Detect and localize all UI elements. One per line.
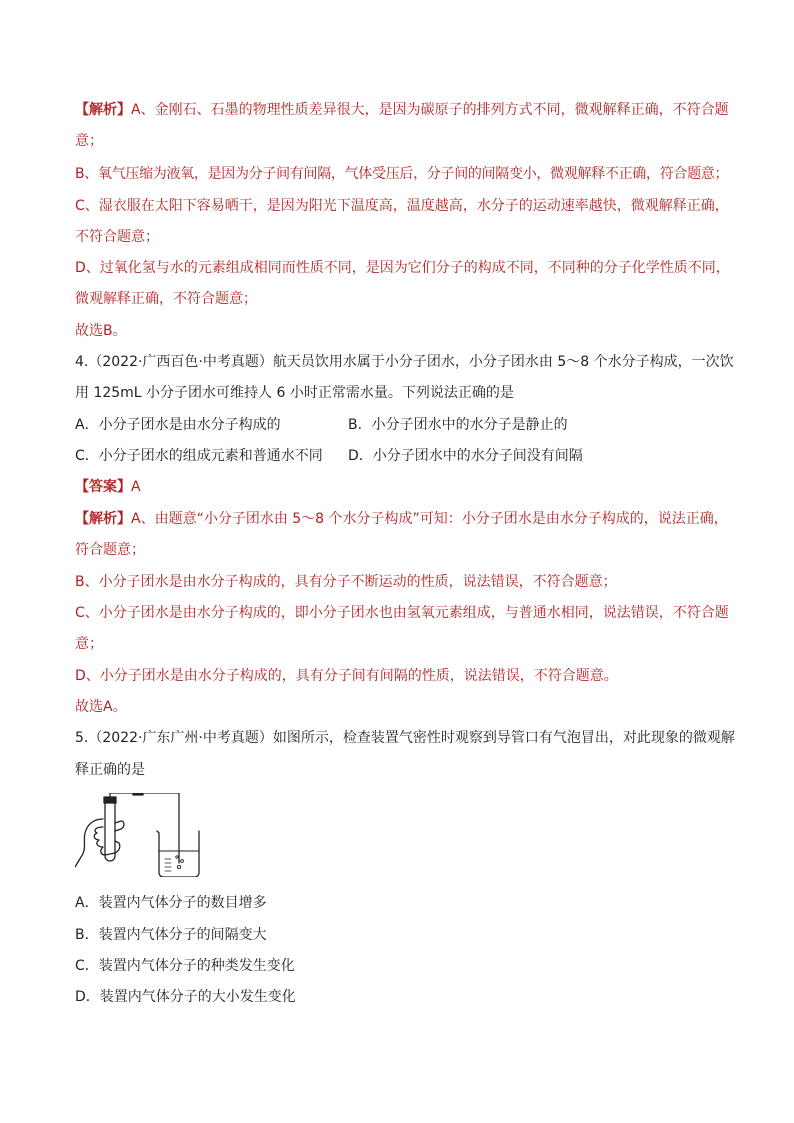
q4-option-c: C．小分子团水的组成元素和普通水不同 — [75, 448, 323, 464]
bubble-icon — [181, 860, 184, 863]
q5-option-a: A．装置内气体分子的数目增多 — [75, 895, 267, 911]
bubble-icon — [176, 856, 178, 858]
prev-analysis-d-line1: D、过氧化氢与水的元素组成相同而性质不同，是因为它们分子的构成不同，不同种的分子化学性质不同， — [75, 260, 730, 276]
prev-analysis-c-line2: 不符合题意； — [75, 229, 159, 245]
q4-options-row1 — [75, 415, 568, 435]
stopper-icon — [104, 797, 116, 803]
q5-stem-line2: 释正确的是 — [75, 762, 145, 778]
prev-conclusion: 故选B。 — [75, 323, 127, 339]
test-tube-icon — [105, 799, 115, 861]
q4-analysis-d-line: D、小分子团水是由水分子构成的，具有分子间有间隔的性质，说法错误，不符合题意。 — [75, 668, 618, 684]
prev-analysis-a-line1: 【解析】A、金刚石、石墨的物理性质差异很大，是因为碳原子的排列方式不同，微观解释正确，不符合题 — [75, 102, 729, 118]
q5-option-d: D．装置内气体分子的大小发生变化 — [75, 989, 296, 1005]
analysis-tag: 【解析】 — [75, 102, 131, 118]
q4-analysis-a-line2: 符合题意； — [75, 542, 145, 558]
prev-analysis-c-line1: C、湿衣服在太阳下容易晒干，是因为阳光下温度高，温度越高，水分子的运动速率越快，微观解释正确， — [75, 198, 729, 214]
q4-conclusion: 故选A。 — [75, 699, 127, 715]
bubble-icon — [177, 865, 180, 868]
answer-tag: 【答案】 — [75, 479, 131, 495]
analysis-tag: 【解析】 — [75, 511, 131, 527]
q4-analysis-b-line: B、小分子团水是由水分子构成的，具有分子不断运动的性质，说法错误，不符合题意； — [75, 574, 617, 590]
q4-option-b: B．小分子团水中的水分子是静止的 — [348, 417, 568, 433]
q4-analysis-c-line1: C、小分子团水是由水分子构成的，即小分子团水也由氢氧元素组成，与普通水相同，说法错误，不符合题 — [75, 605, 729, 621]
hand-icon — [75, 819, 124, 867]
q4-stem-line1: 4.（2022·广西百色·中考真题）航天员饮用水属于小分子团水，小分子团水由 5～8 个水分子构成，一次饮 — [75, 354, 734, 370]
q4-option-d: D．小分子团水中的水分子间没有间隔 — [348, 448, 583, 464]
q4-answer: 【答案】A — [75, 479, 141, 495]
beaker-icon — [157, 831, 199, 877]
q4-analysis-c-line2: 意； — [75, 636, 103, 652]
prev-analysis-a-line2: 意； — [75, 133, 103, 149]
q5-stem-line1: 5.（2022·广东广州·中考真题）如图所示，检查装置气密性时观察到导管口有气泡冒出，对此现象的微观解 — [75, 730, 735, 746]
q5-option-b: B．装置内气体分子的间隔变大 — [75, 927, 267, 943]
delivery-tube-outlet-icon — [143, 793, 179, 863]
prev-analysis-b-line: B、氧气压缩为液氧，是因为分子间有间隔，气体受压后，分子间的间隔变小，微观解释不正确，符合题意； — [75, 166, 729, 182]
q4-option-a: A．小分子团水是由水分子构成的 — [75, 417, 281, 433]
prev-analysis-d-line2: 微观解释正确，不符合题意； — [75, 291, 257, 307]
q4-stem-line2: 用 125mL 小分子团水可维持人 6 小时正常需水量。下列说法正确的是 — [75, 385, 514, 401]
q4-options-row2 — [75, 446, 583, 466]
q5-option-c: C．装置内气体分子的种类发生变化 — [75, 958, 295, 974]
airtightness-apparatus-figure — [75, 793, 215, 877]
q4-analysis-a-line1: 【解析】A、由题意“小分子团水由 5～8 个水分子构成”可知：小分子团水是由水分子构成的，说法正确， — [75, 511, 728, 527]
